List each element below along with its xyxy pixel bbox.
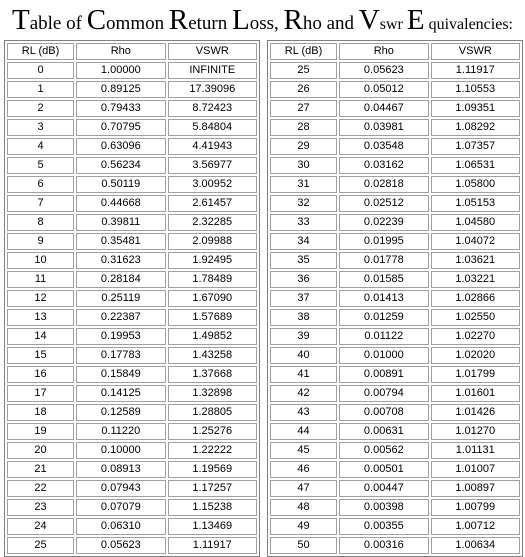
cell-vswr: 1.00634 <box>431 537 520 554</box>
cell-vswr: 1.57689 <box>168 309 257 326</box>
title-part: swr <box>379 16 407 33</box>
table-row <box>270 366 520 383</box>
cell-rho: 0.00708 <box>339 404 428 421</box>
cell-rl: 2 <box>7 100 74 117</box>
cell-rl: 0 <box>7 62 74 79</box>
cell-rho: 0.02239 <box>339 214 428 231</box>
cell-vswr: 2.32285 <box>168 214 257 231</box>
cell-vswr: 2.61457 <box>168 195 257 212</box>
cell-rl: 23 <box>7 499 74 516</box>
table-row <box>270 214 520 231</box>
cell-rho: 0.00398 <box>339 499 428 516</box>
cell-rho: 0.89125 <box>76 81 165 98</box>
cell-rho: 0.70795 <box>76 119 165 136</box>
cell-rho: 0.01995 <box>339 233 428 250</box>
cell-rho: 0.01122 <box>339 328 428 345</box>
header-vswr: VSWR <box>168 43 257 60</box>
table-row <box>270 271 520 288</box>
cell-rho: 0.05623 <box>76 537 165 554</box>
cell-rl: 31 <box>270 176 337 193</box>
cell-rl: 9 <box>7 233 74 250</box>
cell-rl: 26 <box>270 81 337 98</box>
title-cap-t: T <box>12 4 30 36</box>
header-rho: Rho <box>76 43 165 60</box>
table-row <box>270 176 520 193</box>
table-row <box>270 62 520 79</box>
cell-rl: 28 <box>270 119 337 136</box>
title-cap-c: C <box>86 4 107 36</box>
table-row <box>7 138 257 155</box>
cell-rl: 43 <box>270 404 337 421</box>
table-row <box>7 233 257 250</box>
cell-rho: 0.01413 <box>339 290 428 307</box>
cell-rho: 0.00447 <box>339 480 428 497</box>
header-row <box>7 43 257 60</box>
table-title <box>4 2 521 38</box>
cell-rl: 46 <box>270 461 337 478</box>
cell-rl: 49 <box>270 518 337 535</box>
table-row <box>270 347 520 364</box>
table-row <box>270 233 520 250</box>
cell-rl: 6 <box>7 176 74 193</box>
cell-rho: 0.12589 <box>76 404 165 421</box>
cell-rho: 0.02818 <box>339 176 428 193</box>
cell-rho: 0.00794 <box>339 385 428 402</box>
table-row <box>7 290 257 307</box>
table-row <box>270 499 520 516</box>
cell-vswr: INFINITE <box>168 62 257 79</box>
table-row <box>270 518 520 535</box>
cell-rho: 0.00501 <box>339 461 428 478</box>
cell-rl: 38 <box>270 309 337 326</box>
table-row <box>270 195 520 212</box>
cell-vswr: 5.84804 <box>168 119 257 136</box>
header-vswr: VSWR <box>431 43 520 60</box>
cell-rl: 20 <box>7 442 74 459</box>
cell-rl: 16 <box>7 366 74 383</box>
table-row <box>270 404 520 421</box>
cell-vswr: 1.22222 <box>168 442 257 459</box>
cell-rho: 0.06310 <box>76 518 165 535</box>
cell-vswr: 1.19569 <box>168 461 257 478</box>
table-row <box>7 480 257 497</box>
table-row <box>7 309 257 326</box>
cell-vswr: 1.01799 <box>431 366 520 383</box>
cell-rl: 35 <box>270 252 337 269</box>
cell-vswr: 1.43258 <box>168 347 257 364</box>
cell-rl: 24 <box>7 518 74 535</box>
title-part: ommon <box>106 13 169 34</box>
table-row <box>7 100 257 117</box>
title-cap-r2: R <box>283 4 303 36</box>
cell-rho: 0.19953 <box>76 328 165 345</box>
cell-vswr: 1.04072 <box>431 233 520 250</box>
table-row <box>270 309 520 326</box>
cell-vswr: 1.92495 <box>168 252 257 269</box>
table-row <box>7 62 257 79</box>
title-part: able of <box>29 13 87 34</box>
table-row <box>270 442 520 459</box>
cell-vswr: 1.11917 <box>431 62 520 79</box>
cell-rl: 11 <box>7 271 74 288</box>
cell-vswr: 1.32898 <box>168 385 257 402</box>
cell-vswr: 1.49852 <box>168 328 257 345</box>
cell-rho: 0.14125 <box>76 385 165 402</box>
table-row <box>270 119 520 136</box>
cell-vswr: 1.01601 <box>431 385 520 402</box>
table-body-right <box>270 62 520 554</box>
cell-vswr: 4.41943 <box>168 138 257 155</box>
cell-vswr: 1.67090 <box>168 290 257 307</box>
cell-vswr: 1.05153 <box>431 195 520 212</box>
table-row <box>270 252 520 269</box>
cell-rho: 0.04467 <box>339 100 428 117</box>
cell-rl: 37 <box>270 290 337 307</box>
cell-vswr: 17.39096 <box>168 81 257 98</box>
table-row <box>7 214 257 231</box>
cell-vswr: 1.02550 <box>431 309 520 326</box>
cell-vswr: 1.09351 <box>431 100 520 117</box>
cell-rl: 27 <box>270 100 337 117</box>
cell-rho: 0.39811 <box>76 214 165 231</box>
cell-rl: 41 <box>270 366 337 383</box>
cell-vswr: 1.02270 <box>431 328 520 345</box>
title-part: eturn <box>188 13 232 34</box>
cell-rho: 0.03981 <box>339 119 428 136</box>
cell-vswr: 3.56977 <box>168 157 257 174</box>
cell-rho: 0.10000 <box>76 442 165 459</box>
table-row <box>7 499 257 516</box>
cell-vswr: 1.02866 <box>431 290 520 307</box>
cell-rho: 0.08913 <box>76 461 165 478</box>
cell-rho: 0.01778 <box>339 252 428 269</box>
cell-rl: 18 <box>7 404 74 421</box>
cell-rho: 1.00000 <box>76 62 165 79</box>
cell-vswr: 1.01131 <box>431 442 520 459</box>
header-rho: Rho <box>339 43 428 60</box>
return-loss-table-right <box>267 40 523 557</box>
table-row <box>7 157 257 174</box>
table-row <box>7 328 257 345</box>
cell-rho: 0.01000 <box>339 347 428 364</box>
table-row <box>270 480 520 497</box>
cell-vswr: 1.03221 <box>431 271 520 288</box>
table-row <box>270 138 520 155</box>
cell-vswr: 1.28805 <box>168 404 257 421</box>
cell-rl: 22 <box>7 480 74 497</box>
cell-vswr: 1.02020 <box>431 347 520 364</box>
cell-vswr: 1.13469 <box>168 518 257 535</box>
title-cap-l: L <box>232 4 250 36</box>
cell-vswr: 1.07357 <box>431 138 520 155</box>
table-row <box>270 100 520 117</box>
cell-vswr: 1.08292 <box>431 119 520 136</box>
table-row <box>7 81 257 98</box>
cell-rl: 36 <box>270 271 337 288</box>
cell-rl: 44 <box>270 423 337 440</box>
return-loss-table-left <box>4 40 260 557</box>
cell-vswr: 1.01007 <box>431 461 520 478</box>
cell-rl: 47 <box>270 480 337 497</box>
cell-rl: 40 <box>270 347 337 364</box>
cell-rho: 0.22387 <box>76 309 165 326</box>
cell-vswr: 1.05800 <box>431 176 520 193</box>
cell-rho: 0.01259 <box>339 309 428 326</box>
table-row <box>270 461 520 478</box>
header-row <box>270 43 520 60</box>
cell-rl: 32 <box>270 195 337 212</box>
cell-rho: 0.17783 <box>76 347 165 364</box>
cell-rl: 8 <box>7 214 74 231</box>
cell-rl: 29 <box>270 138 337 155</box>
table-row <box>7 271 257 288</box>
cell-rho: 0.15849 <box>76 366 165 383</box>
table-row <box>7 404 257 421</box>
cell-vswr: 1.06531 <box>431 157 520 174</box>
cell-rl: 45 <box>270 442 337 459</box>
cell-vswr: 1.15238 <box>168 499 257 516</box>
cell-vswr: 2.09988 <box>168 233 257 250</box>
table-row <box>7 119 257 136</box>
cell-rl: 50 <box>270 537 337 554</box>
table-body-left <box>7 62 257 554</box>
cell-vswr: 1.17257 <box>168 480 257 497</box>
cell-rho: 0.00631 <box>339 423 428 440</box>
cell-rho: 0.00355 <box>339 518 428 535</box>
cell-vswr: 1.03621 <box>431 252 520 269</box>
title-cap-e: E <box>406 4 425 36</box>
cell-vswr: 1.00799 <box>431 499 520 516</box>
title-part: ho and <box>302 13 359 34</box>
cell-rho: 0.56234 <box>76 157 165 174</box>
cell-rho: 0.00891 <box>339 366 428 383</box>
cell-rho: 0.28184 <box>76 271 165 288</box>
title-part: oss, <box>249 13 284 34</box>
table-row <box>7 252 257 269</box>
cell-rho: 0.79433 <box>76 100 165 117</box>
cell-vswr: 8.72423 <box>168 100 257 117</box>
cell-rho: 0.00562 <box>339 442 428 459</box>
table-row <box>270 328 520 345</box>
cell-rl: 10 <box>7 252 74 269</box>
cell-rl: 15 <box>7 347 74 364</box>
cell-rl: 3 <box>7 119 74 136</box>
cell-vswr: 1.04580 <box>431 214 520 231</box>
table-row <box>7 442 257 459</box>
cell-rl: 4 <box>7 138 74 155</box>
cell-rho: 0.35481 <box>76 233 165 250</box>
cell-vswr: 1.00897 <box>431 480 520 497</box>
cell-rho: 0.00316 <box>339 537 428 554</box>
cell-rho: 0.11220 <box>76 423 165 440</box>
cell-rho: 0.05012 <box>339 81 428 98</box>
table-row <box>7 537 257 554</box>
table-row <box>270 385 520 402</box>
table-row <box>7 347 257 364</box>
cell-rl: 14 <box>7 328 74 345</box>
cell-rl: 25 <box>270 62 337 79</box>
cell-rl: 19 <box>7 423 74 440</box>
cell-vswr: 1.37668 <box>168 366 257 383</box>
cell-vswr: 1.00712 <box>431 518 520 535</box>
cell-rho: 0.03548 <box>339 138 428 155</box>
table-row <box>7 385 257 402</box>
cell-rl: 12 <box>7 290 74 307</box>
table-row <box>7 423 257 440</box>
cell-rho: 0.02512 <box>339 195 428 212</box>
cell-rho: 0.05623 <box>339 62 428 79</box>
table-row <box>7 461 257 478</box>
title-cap-v: V <box>358 4 380 36</box>
cell-rl: 33 <box>270 214 337 231</box>
cell-rho: 0.25119 <box>76 290 165 307</box>
table-row <box>270 423 520 440</box>
header-rl: RL (dB) <box>270 43 337 60</box>
cell-rho: 0.50119 <box>76 176 165 193</box>
cell-rho: 0.07079 <box>76 499 165 516</box>
cell-rl: 25 <box>7 537 74 554</box>
table-row <box>270 537 520 554</box>
cell-vswr: 1.78489 <box>168 271 257 288</box>
cell-rl: 30 <box>270 157 337 174</box>
cell-rl: 48 <box>270 499 337 516</box>
cell-rho: 0.44668 <box>76 195 165 212</box>
cell-vswr: 1.25276 <box>168 423 257 440</box>
cell-rl: 7 <box>7 195 74 212</box>
table-row <box>270 290 520 307</box>
cell-vswr: 1.01270 <box>431 423 520 440</box>
cell-rl: 39 <box>270 328 337 345</box>
cell-rl: 42 <box>270 385 337 402</box>
title-cap-r: R <box>168 4 189 36</box>
table-row <box>7 518 257 535</box>
table-row <box>270 157 520 174</box>
cell-vswr: 1.01426 <box>431 404 520 421</box>
cell-rho: 0.07943 <box>76 480 165 497</box>
cell-vswr: 3.00952 <box>168 176 257 193</box>
table-row <box>270 81 520 98</box>
table-row <box>7 195 257 212</box>
cell-vswr: 1.11917 <box>168 537 257 554</box>
title-part: quivalencies: <box>424 16 513 33</box>
cell-rl: 1 <box>7 81 74 98</box>
cell-rl: 5 <box>7 157 74 174</box>
cell-vswr: 1.10553 <box>431 81 520 98</box>
cell-rl: 21 <box>7 461 74 478</box>
header-rl: RL (dB) <box>7 43 74 60</box>
cell-rho: 0.03162 <box>339 157 428 174</box>
table-row <box>7 176 257 193</box>
cell-rl: 13 <box>7 309 74 326</box>
cell-rho: 0.63096 <box>76 138 165 155</box>
cell-rl: 34 <box>270 233 337 250</box>
cell-rl: 17 <box>7 385 74 402</box>
cell-rho: 0.01585 <box>339 271 428 288</box>
table-row <box>7 366 257 383</box>
cell-rho: 0.31623 <box>76 252 165 269</box>
